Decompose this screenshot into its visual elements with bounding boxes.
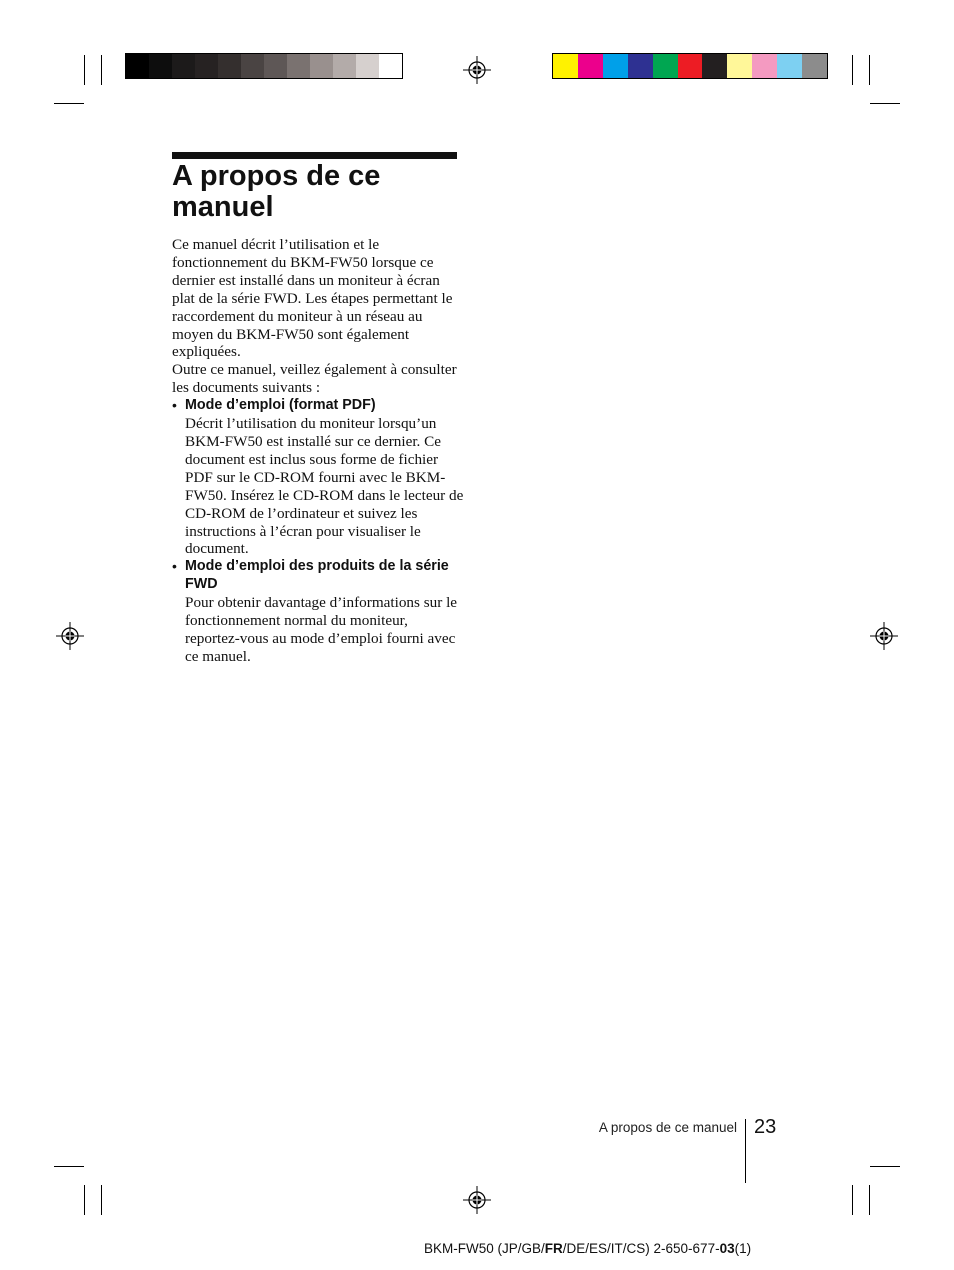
color-swatch [172,54,195,78]
registration-mark-icon [463,1186,491,1214]
color-swatch [553,54,578,78]
page-title: A propos de ce manuel [172,160,381,223]
color-swatch [603,54,628,78]
crop-mark [852,1185,853,1215]
color-swatch [287,54,310,78]
bullet-text: Pour obtenir davantage d’informations sur le fonctionnement normal du moniteur, reportez-vous au mode d’emploi fourni avec ce manuel. [185,594,458,665]
color-swatch [379,54,402,78]
color-swatch [752,54,777,78]
bullet-text: Décrit l’utilisation du moniteur lorsqu’un BKM-FW50 est installé sur ce dernier. Ce document est inclus sous forme de fichier PDF sur le CD-ROM fourni avec le BKM-FW50. Insérez le CD-ROM dans le lecteur de CD-ROM de l’ordinateur et suivez les instructions à l’écran pour visualiser le document. [185,415,464,558]
footer-section-label: A propos de ce manuel [598,1120,737,1135]
grayscale-calibration-bar [125,53,403,79]
color-swatch [678,54,703,78]
color-swatch [356,54,379,78]
crop-mark [852,55,853,85]
color-swatch [126,54,149,78]
crop-mark [101,55,102,85]
intro-paragraph: Ce manuel décrit l’utilisation et le fonctionnement du BKM-FW50 lorsque ce dernier est installé dans un moniteur à écran plat de la série FWD. Les étapes permettant le raccordement du moniteur à un réseau au moyen du BKM-FW50 sont également expliquées. [172,236,453,361]
crop-mark [869,55,870,85]
crop-mark [84,55,85,85]
crop-mark [101,1185,102,1215]
bullet-title: Mode d’emploi des produits de la série FWD [185,558,449,593]
color-swatch [195,54,218,78]
crop-mark [869,1185,870,1215]
color-swatch [333,54,356,78]
registration-mark-icon [870,622,898,650]
bullet-title: Mode d’emploi (format PDF) [185,397,376,414]
color-swatch [149,54,172,78]
registration-mark-icon [56,622,84,650]
intro-paragraph: Outre ce manuel, veillez également à consulter les documents suivants : [172,361,457,397]
color-swatch [218,54,241,78]
color-swatch [653,54,678,78]
bullet-marker: • [172,558,177,575]
footer-divider [745,1119,746,1183]
page-number: 23 [754,1116,777,1138]
color-swatch [578,54,603,78]
bullet-item [172,558,464,665]
color-calibration-bar [552,53,828,79]
registration-mark-icon [463,56,491,84]
color-swatch [310,54,333,78]
color-swatch [628,54,653,78]
crop-mark [54,103,84,104]
color-swatch [777,54,802,78]
color-swatch [702,54,727,78]
body-text [172,236,464,666]
color-swatch [802,54,827,78]
color-swatch [241,54,264,78]
color-swatch [264,54,287,78]
crop-mark [870,1166,900,1167]
crop-mark [870,103,900,104]
title-rule [172,152,457,159]
crop-mark [84,1185,85,1215]
bullet-item [172,397,464,558]
document-code: BKM-FW50 (JP/GB/FR/DE/ES/IT/CS) 2-650-677-03(1) [424,1241,752,1256]
crop-mark [54,1166,84,1167]
color-swatch [727,54,752,78]
bullet-marker: • [172,397,177,414]
